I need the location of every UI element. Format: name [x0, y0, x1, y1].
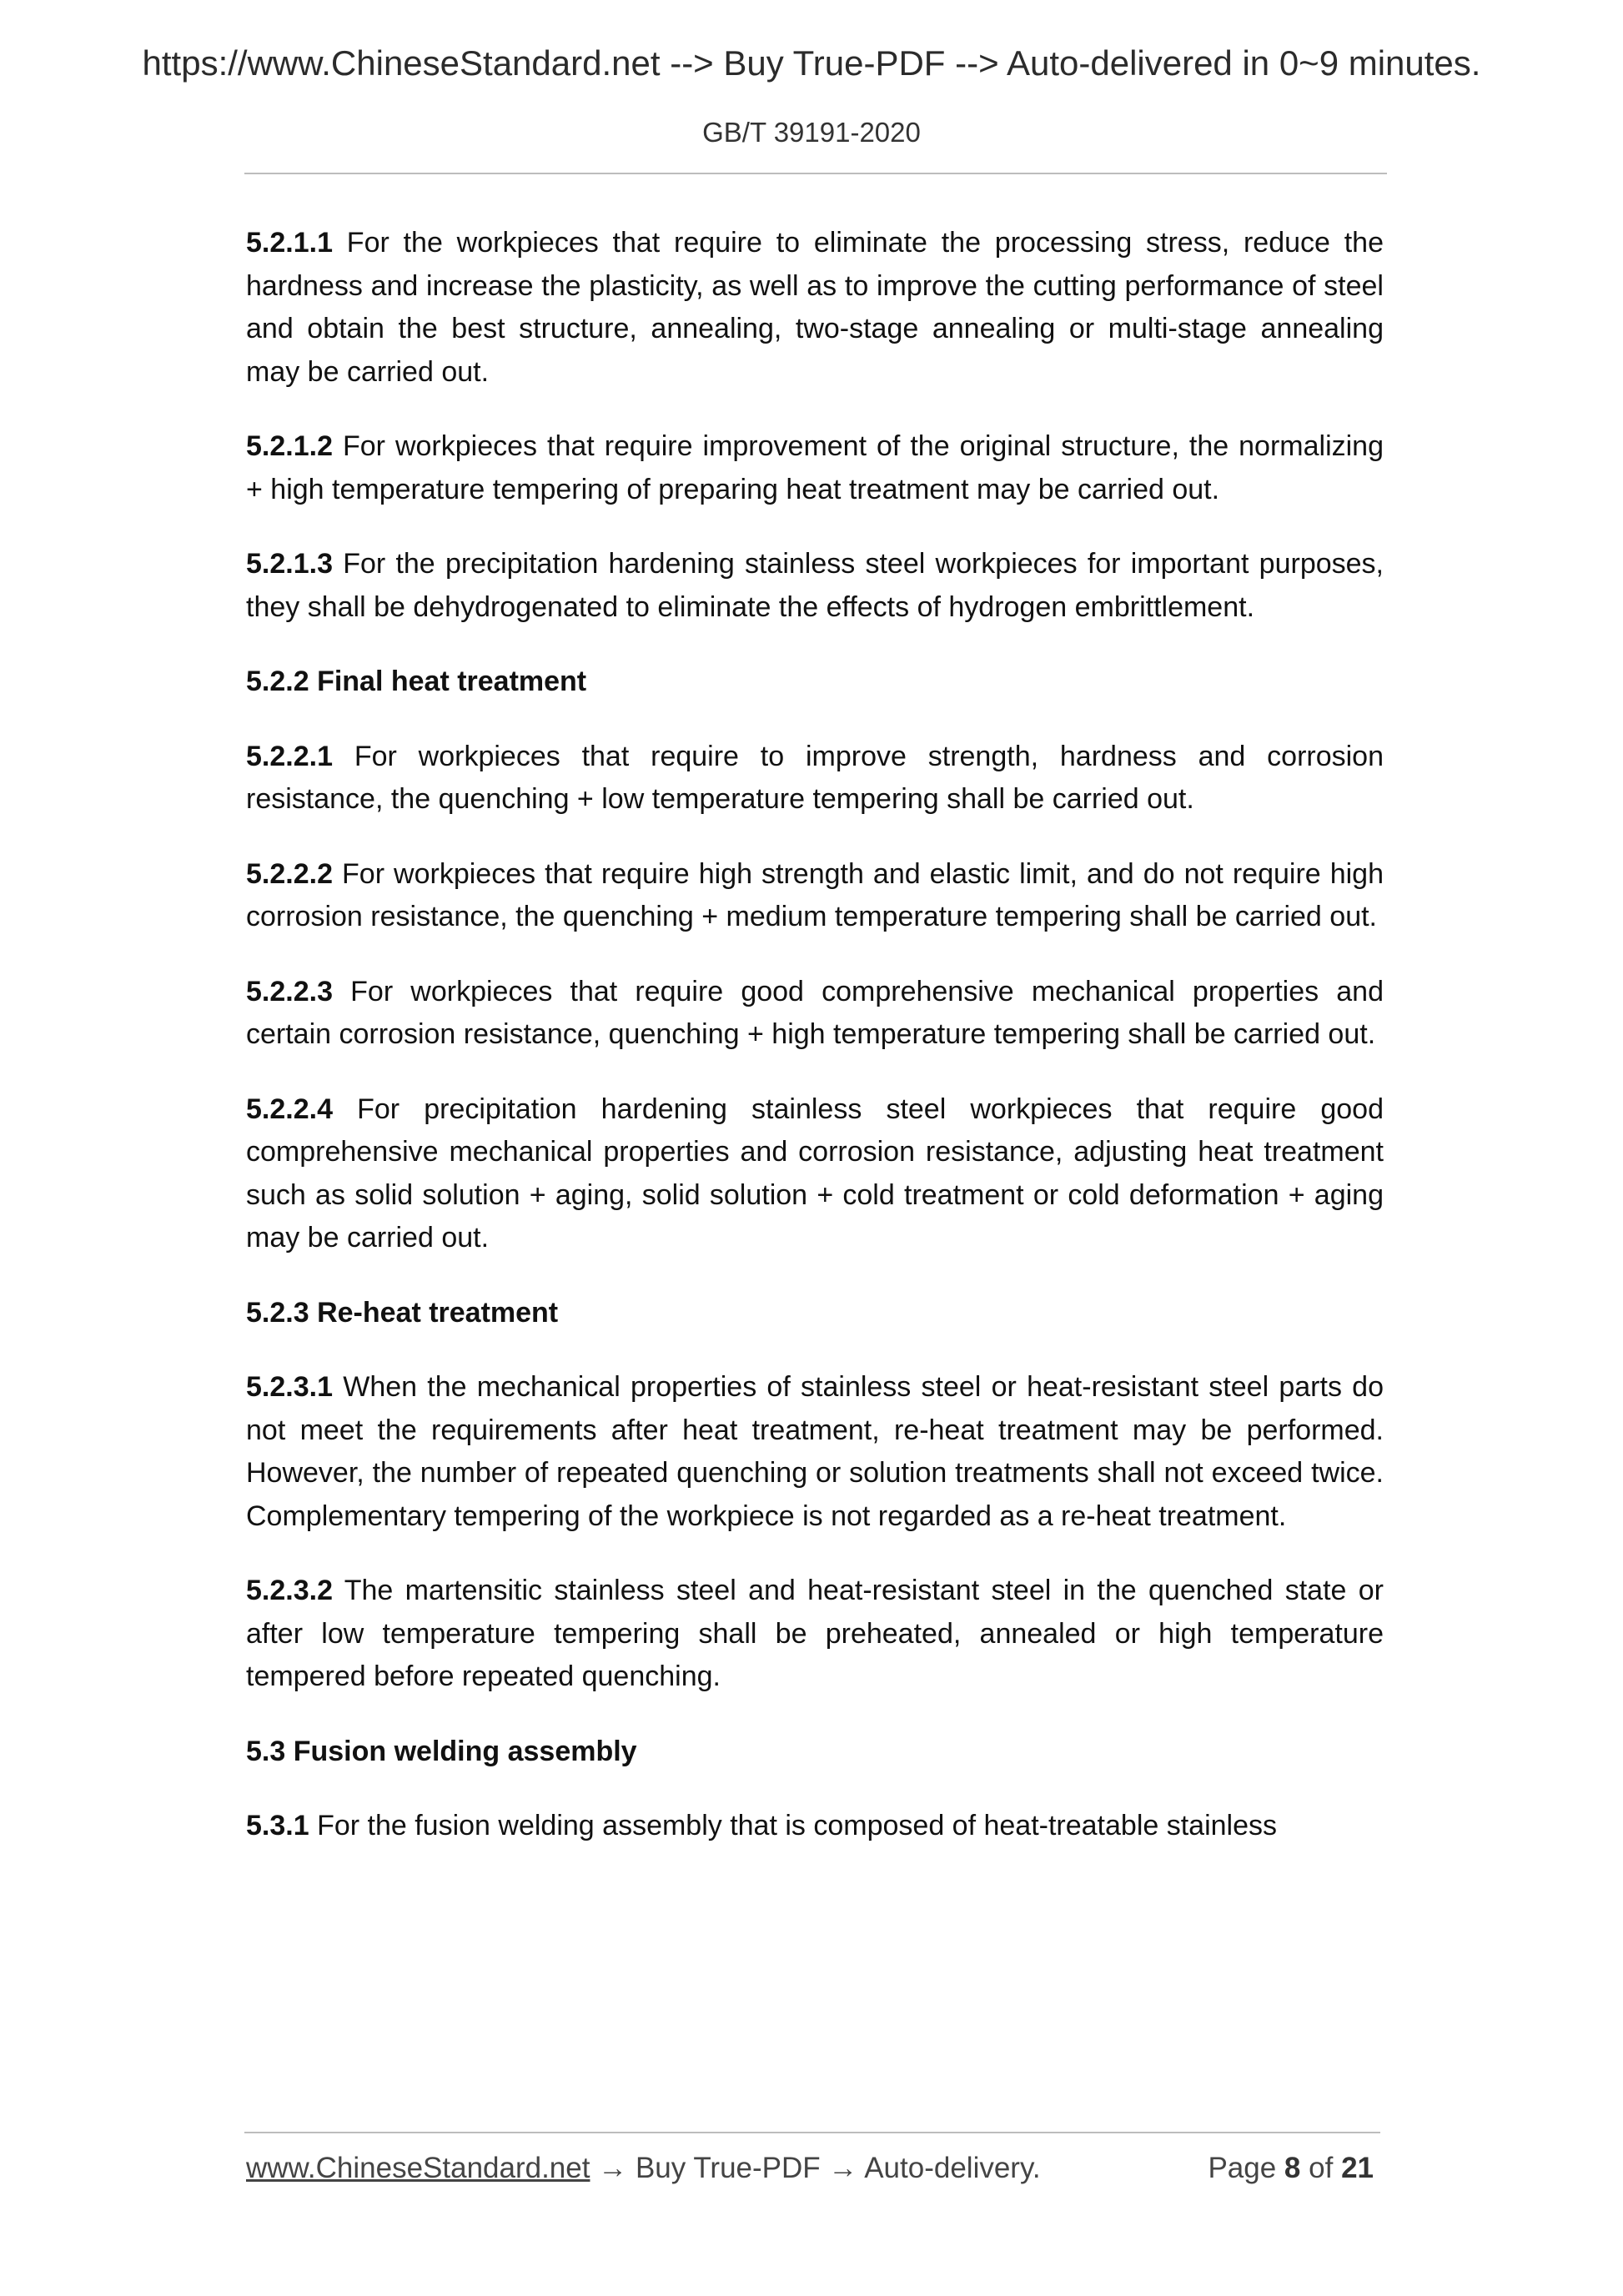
clause-text: For workpieces that require high strength and elastic limit, and do not require high corrosion resistance, the quenching + medium temperature tempering shall be carried out.: [246, 857, 1384, 932]
clause-number: 5.2.2.3: [246, 975, 333, 1007]
clause-text: When the mechanical properties of stainless steel or heat-resistant steel parts do not meet the requirements after heat treatment, re-heat treatment may be performed. However, the number of repeated quenching or solution treatments shall not exceed twice. Complementary tempering of the workpiece is not regarded as a re-heat treatment.: [246, 1371, 1384, 1532]
clause-5-2-2-4: [246, 1088, 1384, 1260]
footer-divider: [244, 2132, 1380, 2133]
footer-delivery-text: Auto-delivery.: [864, 2152, 1041, 2184]
current-page: 8: [1284, 2152, 1301, 2184]
clause-number: 5.2.1.2: [246, 430, 333, 462]
clause-number: 5.2.2.4: [246, 1093, 333, 1125]
clause-5-2-3-1: [246, 1366, 1384, 1538]
section-heading-final-heat-treatment: 5.2.2 Final heat treatment: [246, 666, 587, 697]
clause-5-2-2-3: [246, 971, 1384, 1057]
standard-code: GB/T 39191-2020: [702, 117, 921, 148]
clause-text: For precipitation hardening stainless steel workpieces that require good comprehensive mechanical properties and corrosion resistance, adjusting heat treatment such as solid solution + aging, solid solution + cold treatment or cold deformation + aging may be carried out.: [246, 1093, 1384, 1254]
clause-5-2-2-2: [246, 853, 1384, 939]
clause-number: 5.2.2.2: [246, 857, 333, 890]
clause-text: For workpieces that require to improve strength, hardness and corrosion resistance, the quenching + low temperature tempering shall be carried out.: [246, 740, 1384, 815]
clause-5-2-2-1: [246, 736, 1384, 821]
clause-number: 5.2.1.1: [246, 227, 333, 259]
section-heading-fusion-welding-assembly: 5.3 Fusion welding assembly: [246, 1735, 637, 1767]
clause-text: For workpieces that require good comprehensive mechanical properties and certain corrosion resistance, quenching + high temperature tempering shall be carried out.: [246, 975, 1384, 1050]
clause-number: 5.2.3.1: [246, 1371, 333, 1403]
clause-5-3-1: [246, 1805, 1384, 1848]
clause-text: The martensitic stainless steel and heat-resistant steel in the quenched state or after low temperature tempering shall be preheated, annealed or high temperature tempered before repeated quenching.: [246, 1575, 1384, 1692]
page-footer: [246, 2152, 1382, 2193]
page-label: Page: [1208, 2152, 1277, 2184]
footer-promo: [246, 2152, 1041, 2185]
clause-number: 5.2.1.3: [246, 548, 333, 580]
clause-5-2-3-2: [246, 1570, 1384, 1699]
document-body: [246, 222, 1384, 1880]
clause-text: For workpieces that require improvement of the original structure, the normalizing + high temperature tempering of preparing heat treatment may be carried out.: [246, 430, 1384, 505]
page-number: [1208, 2152, 1374, 2185]
clause-5-2-1-1: [246, 222, 1384, 394]
clause-text: For the fusion welding assembly that is composed of heat-treatable stainless: [317, 1810, 1278, 1841]
footer-site-link[interactable]: www.ChineseStandard.net: [246, 2152, 590, 2184]
total-pages: 21: [1341, 2152, 1374, 2184]
clause-5-2-1-2: [246, 425, 1384, 511]
clause-number: 5.3.1: [246, 1810, 309, 1841]
of-label: of: [1309, 2152, 1334, 2184]
clause-number: 5.2.2.1: [246, 740, 333, 772]
clause-5-2-1-3: [246, 543, 1384, 629]
section-heading-re-heat-treatment: 5.2.3 Re-heat treatment: [246, 1296, 559, 1329]
arrow-right-icon: →: [598, 2152, 628, 2184]
clause-number: 5.2.3.2: [246, 1575, 333, 1606]
arrow-right-icon: →: [828, 2152, 858, 2184]
header-divider: [244, 173, 1387, 174]
clause-text: For the precipitation hardening stainless steel workpieces for important purposes, they shall be dehydrogenated to eliminate the effects of hydrogen embrittlement.: [246, 548, 1384, 623]
top-banner: https://www.ChineseStandard.net --> Buy True-PDF --> Auto-delivered in 0~9 minutes.: [142, 43, 1481, 83]
clause-text: For the workpieces that require to eliminate the processing stress, reduce the hardness and increase the plasticity, as well as to improve the cutting performance of steel and obtain the best structure, annealing, two-stage annealing or multi-stage annealing may be carried out.: [246, 227, 1384, 388]
footer-buy-text: Buy True-PDF: [635, 2152, 821, 2184]
